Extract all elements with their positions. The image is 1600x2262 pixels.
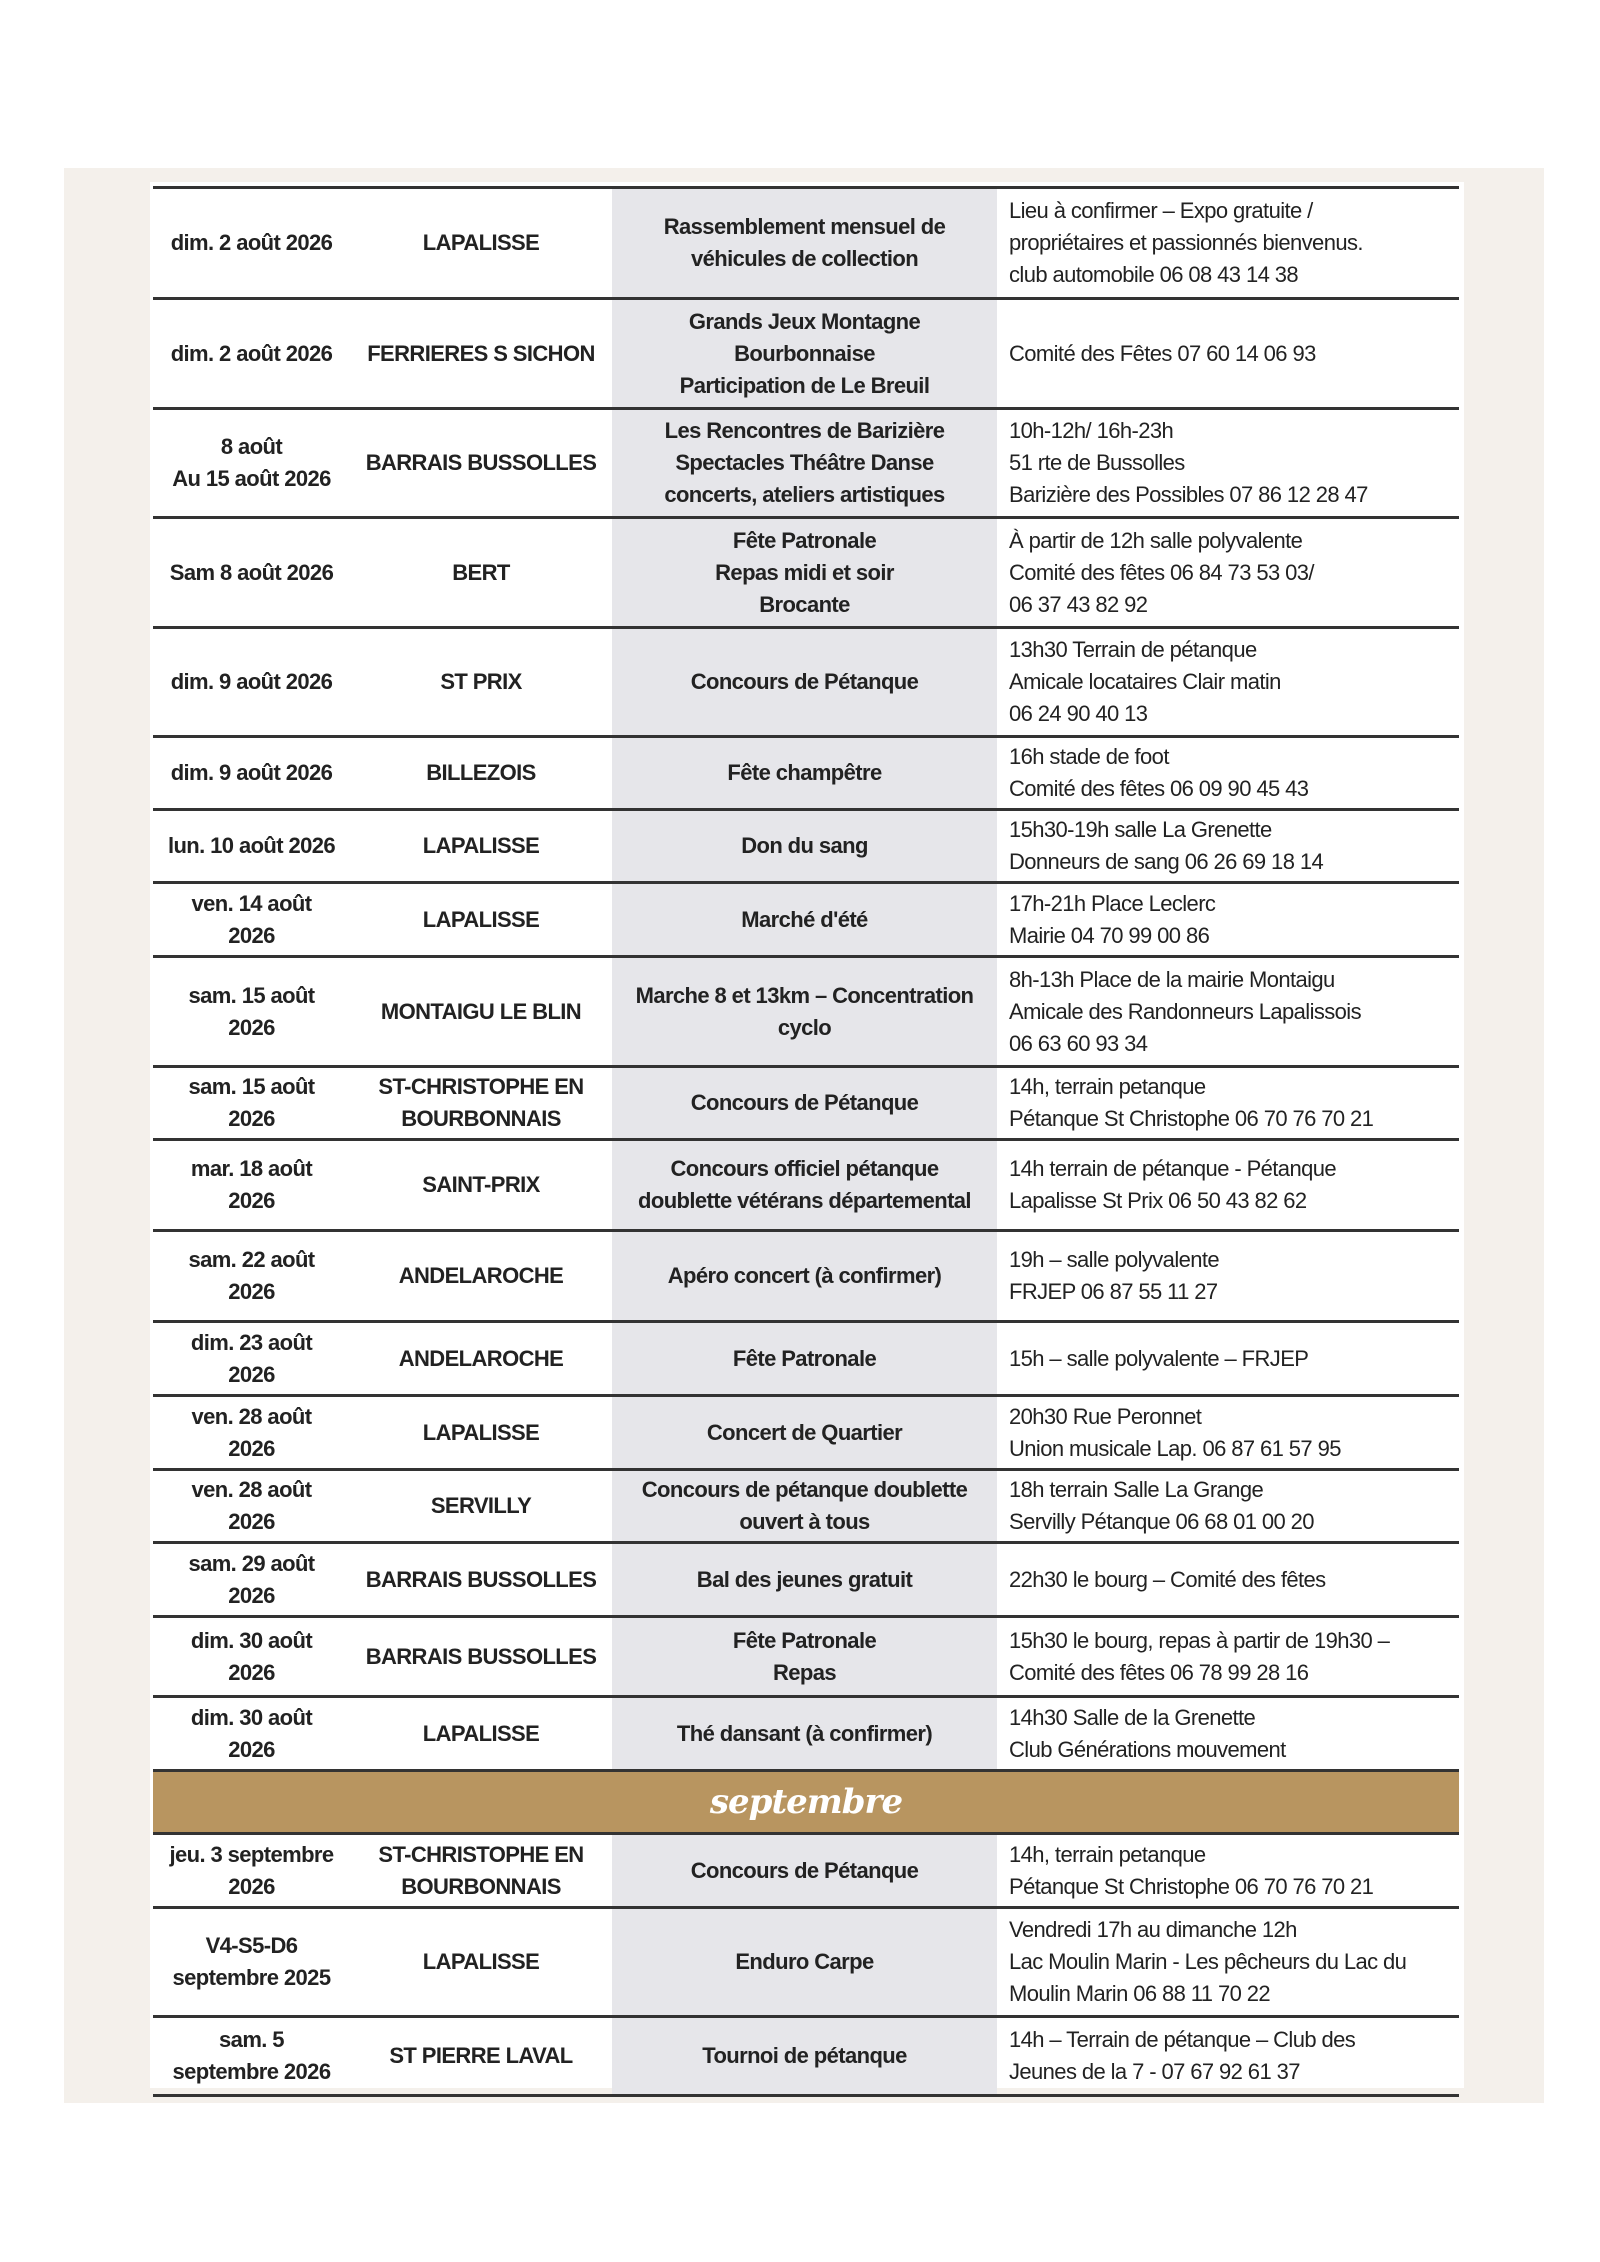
event-info: 15h30 le bourg, repas à partir de 19h30 – Comité des fêtes 06 78 99 28 16 — [997, 1617, 1459, 1697]
event-info: 18h terrain Salle La Grange Servilly Pétanque 06 68 01 00 20 — [997, 1470, 1459, 1543]
event-location: LAPALISSE — [350, 1396, 612, 1470]
event-location: ST PIERRE LAVAL — [350, 2017, 612, 2096]
event-location: BARRAIS BUSSOLLES — [350, 1617, 612, 1697]
event-location: ANDELAROCHE — [350, 1231, 612, 1322]
event-location: LAPALISSE — [350, 810, 612, 883]
event-location: BERT — [350, 518, 612, 628]
event-info: 14h – Terrain de pétanque – Club des Jeunes de la 7 - 07 67 92 61 37 — [997, 2017, 1459, 2096]
event-row — [153, 188, 1459, 299]
event-row — [153, 1322, 1459, 1396]
event-row — [153, 518, 1459, 628]
event-info: 20h30 Rue Peronnet Union musicale Lap. 06 87 61 57 95 — [997, 1396, 1459, 1470]
event-date: ven. 14 août 2026 — [153, 883, 350, 957]
event-title: Tournoi de pétanque — [612, 2017, 997, 2096]
month-band-label: septembre — [153, 1771, 1459, 1834]
event-location: BARRAIS BUSSOLLES — [350, 409, 612, 518]
event-title: Rassemblement mensuel de véhicules de collection — [612, 188, 997, 299]
event-title: Bal des jeunes gratuit — [612, 1543, 997, 1617]
event-row — [153, 737, 1459, 810]
event-title: Apéro concert (à confirmer) — [612, 1231, 997, 1322]
event-row — [153, 1231, 1459, 1322]
event-location: ANDELAROCHE — [350, 1322, 612, 1396]
event-info: 22h30 le bourg – Comité des fêtes — [997, 1543, 1459, 1617]
event-location: MONTAIGU LE BLIN — [350, 957, 612, 1067]
event-date: dim. 30 août 2026 — [153, 1697, 350, 1771]
event-row — [153, 628, 1459, 737]
event-row — [153, 2017, 1459, 2096]
event-date: dim. 2 août 2026 — [153, 188, 350, 299]
event-row — [153, 409, 1459, 518]
event-location: ST-CHRISTOPHE EN BOURBONNAIS — [350, 1834, 612, 1908]
event-title: Concours officiel pétanque doublette vétérans départemental — [612, 1140, 997, 1231]
event-location: LAPALISSE — [350, 883, 612, 957]
event-title: Concert de Quartier — [612, 1396, 997, 1470]
event-row — [153, 1697, 1459, 1771]
event-info: 10h-12h/ 16h-23h 51 rte de Bussolles Barizière des Possibles 07 86 12 28 47 — [997, 409, 1459, 518]
event-date: mar. 18 août 2026 — [153, 1140, 350, 1231]
event-location: ST-CHRISTOPHE EN BOURBONNAIS — [350, 1067, 612, 1140]
event-row — [153, 1543, 1459, 1617]
event-info: Vendredi 17h au dimanche 12h Lac Moulin Marin - Les pêcheurs du Lac du Moulin Marin 06 88 11 70 22 — [997, 1908, 1459, 2017]
event-info: 14h, terrain petanque Pétanque St Christophe 06 70 76 70 21 — [997, 1834, 1459, 1908]
event-date: dim. 2 août 2026 — [153, 299, 350, 409]
event-date: dim. 30 août 2026 — [153, 1617, 350, 1697]
event-title: Enduro Carpe — [612, 1908, 997, 2017]
event-date: ven. 28 août 2026 — [153, 1396, 350, 1470]
event-location: LAPALISSE — [350, 1908, 612, 2017]
event-date: V4-S5-D6 septembre 2025 — [153, 1908, 350, 2017]
event-date: lun. 10 août 2026 — [153, 810, 350, 883]
event-row — [153, 1470, 1459, 1543]
event-title: Fête Patronale — [612, 1322, 997, 1396]
event-date: jeu. 3 septembre 2026 — [153, 1834, 350, 1908]
event-location: BILLEZOIS — [350, 737, 612, 810]
event-row — [153, 957, 1459, 1067]
event-title: Thé dansant (à confirmer) — [612, 1697, 997, 1771]
event-info: À partir de 12h salle polyvalente Comité des fêtes 06 84 73 53 03/ 06 37 43 82 92 — [997, 518, 1459, 628]
event-row — [153, 810, 1459, 883]
event-info: 8h-13h Place de la mairie Montaigu Amicale des Randonneurs Lapalissois 06 63 60 93 34 — [997, 957, 1459, 1067]
event-location: BARRAIS BUSSOLLES — [350, 1543, 612, 1617]
event-info: 15h – salle polyvalente – FRJEP — [997, 1322, 1459, 1396]
event-info: 19h – salle polyvalente FRJEP 06 87 55 11 27 — [997, 1231, 1459, 1322]
event-title: Les Rencontres de Barizière Spectacles Théâtre Danse concerts, ateliers artistiques — [612, 409, 997, 518]
event-row — [153, 299, 1459, 409]
event-date: sam. 5 septembre 2026 — [153, 2017, 350, 2096]
event-location: LAPALISSE — [350, 1697, 612, 1771]
event-info: Lieu à confirmer – Expo gratuite / propriétaires et passionnés bienvenus. club automobile 06 08 43 14 38 — [997, 188, 1459, 299]
event-title: Grands Jeux Montagne Bourbonnaise Participation de Le Breuil — [612, 299, 997, 409]
event-title: Concours de Pétanque — [612, 1067, 997, 1140]
event-date: Sam 8 août 2026 — [153, 518, 350, 628]
event-row — [153, 1140, 1459, 1231]
event-title: Fête Patronale Repas midi et soir Brocante — [612, 518, 997, 628]
event-date: ven. 28 août 2026 — [153, 1470, 350, 1543]
event-date: dim. 23 août 2026 — [153, 1322, 350, 1396]
event-info: 17h-21h Place Leclerc Mairie 04 70 99 00 86 — [997, 883, 1459, 957]
event-location: SERVILLY — [350, 1470, 612, 1543]
event-title: Don du sang — [612, 810, 997, 883]
event-row — [153, 1396, 1459, 1470]
event-title: Marché d'été — [612, 883, 997, 957]
event-row — [153, 883, 1459, 957]
event-location: ST PRIX — [350, 628, 612, 737]
event-row — [153, 1617, 1459, 1697]
event-date: dim. 9 août 2026 — [153, 737, 350, 810]
month-band — [153, 1771, 1459, 1834]
event-location: SAINT-PRIX — [350, 1140, 612, 1231]
event-date: sam. 22 août 2026 — [153, 1231, 350, 1322]
event-date: dim. 9 août 2026 — [153, 628, 350, 737]
event-date: sam. 29 août 2026 — [153, 1543, 350, 1617]
event-info: 15h30-19h salle La Grenette Donneurs de sang 06 26 69 18 14 — [997, 810, 1459, 883]
event-info: 14h30 Salle de la Grenette Club Générations mouvement — [997, 1697, 1459, 1771]
event-date: sam. 15 août 2026 — [153, 1067, 350, 1140]
event-title: Concours de pétanque doublette ouvert à tous — [612, 1470, 997, 1543]
event-title: Concours de Pétanque — [612, 628, 997, 737]
event-info: 14h terrain de pétanque - Pétanque Lapalisse St Prix 06 50 43 82 62 — [997, 1140, 1459, 1231]
event-location: FERRIERES S SICHON — [350, 299, 612, 409]
event-date: 8 août Au 15 août 2026 — [153, 409, 350, 518]
event-title: Concours de Pétanque — [612, 1834, 997, 1908]
event-title: Fête champêtre — [612, 737, 997, 810]
event-title: Marche 8 et 13km – Concentration cyclo — [612, 957, 997, 1067]
event-info: 14h, terrain petanque Pétanque St Christophe 06 70 76 70 21 — [997, 1067, 1459, 1140]
event-info: 16h stade de foot Comité des fêtes 06 09 90 45 43 — [997, 737, 1459, 810]
events-table — [153, 186, 1459, 2097]
event-row — [153, 1067, 1459, 1140]
event-info: 13h30 Terrain de pétanque Amicale locataires Clair matin 06 24 90 40 13 — [997, 628, 1459, 737]
event-info: Comité des Fêtes 07 60 14 06 93 — [997, 299, 1459, 409]
event-title: Fête Patronale Repas — [612, 1617, 997, 1697]
event-location: LAPALISSE — [350, 188, 612, 299]
event-date: sam. 15 août 2026 — [153, 957, 350, 1067]
event-row — [153, 1908, 1459, 2017]
event-row — [153, 1834, 1459, 1908]
